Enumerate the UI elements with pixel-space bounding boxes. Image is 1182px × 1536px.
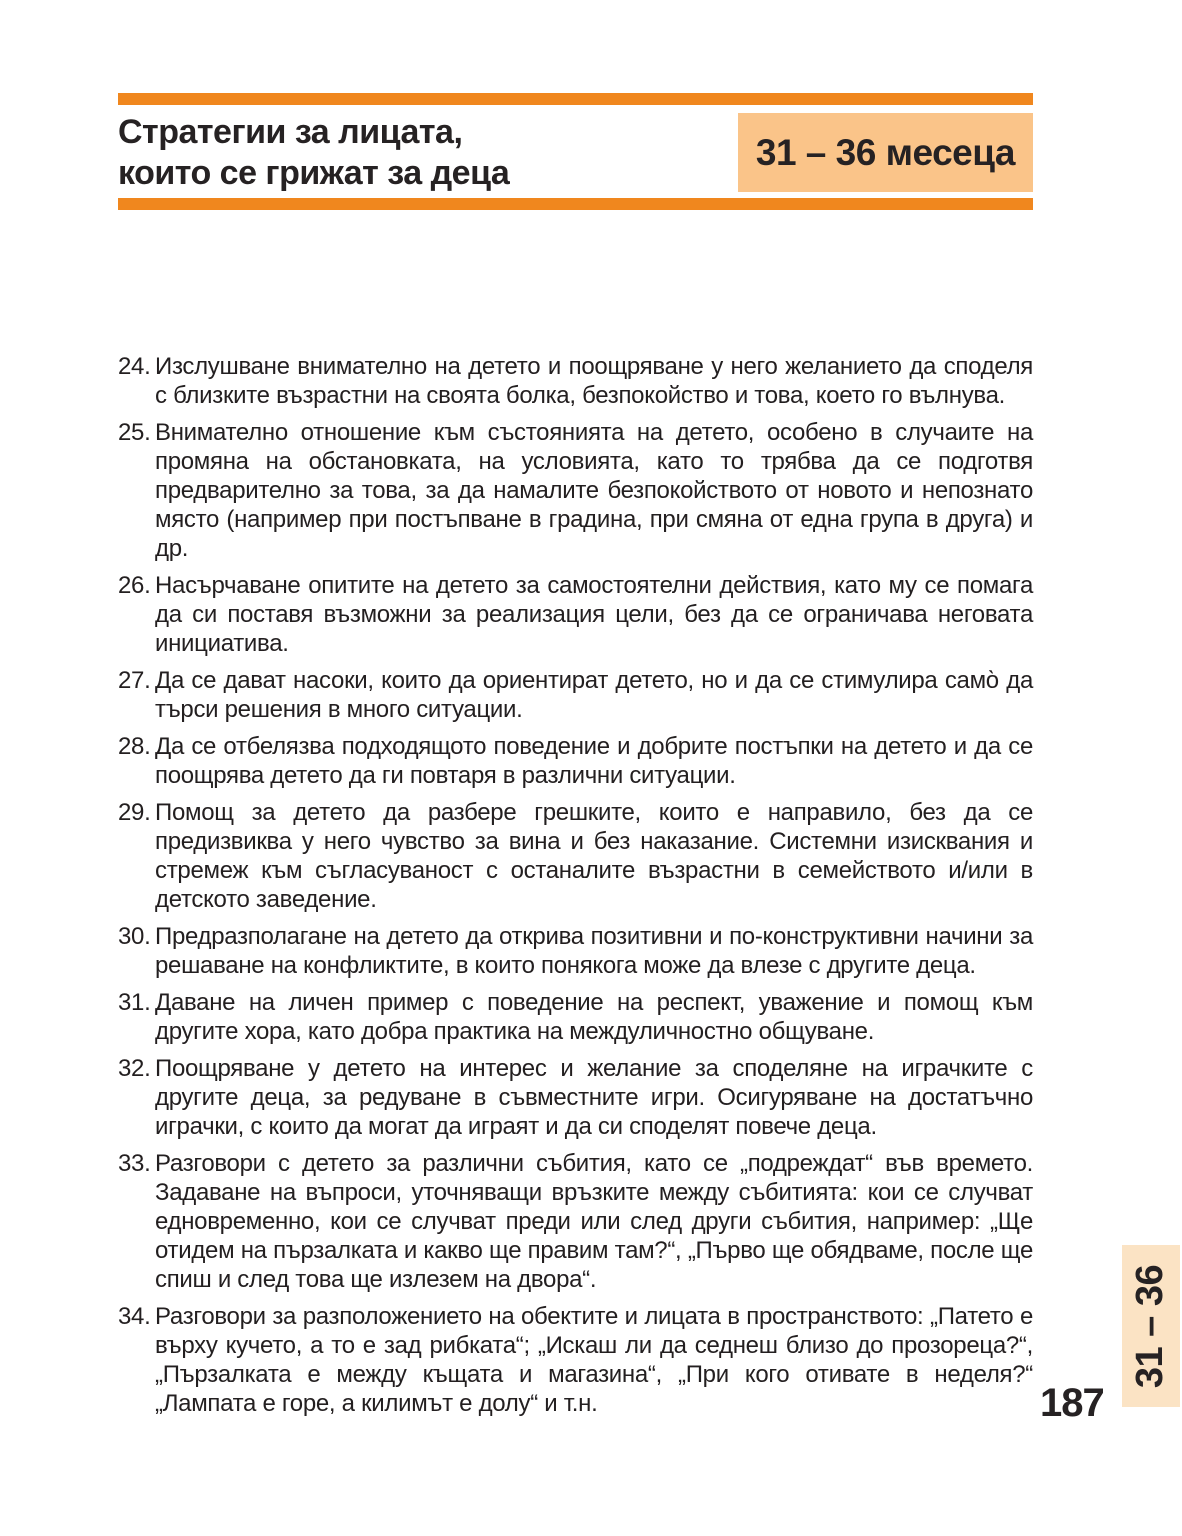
- list-item: [118, 922, 1033, 980]
- age-range-badge: 31 – 36 месеца: [738, 113, 1033, 192]
- side-tab-label: 31 – 36: [1129, 1264, 1172, 1388]
- item-text: Даване на личен пример с поведение на респект, уважение и помощ към другите хора, като добра практика на междуличностно общуване.: [155, 989, 1033, 1045]
- age-range-side-tab: [1122, 1245, 1180, 1407]
- list-item: [118, 1054, 1033, 1141]
- item-text: Да се отбелязва подходящото поведение и добрите постъпки на детето и да се поощрява детето да ги повтаря в различни ситуации.: [155, 733, 1033, 789]
- item-text: Насърчаване опитите на детето за самостоятелни действия, като му се помага да си поставя възможни за реализация цели, без да се ограничава неговата инициатива.: [155, 572, 1033, 657]
- list-item: [118, 732, 1033, 790]
- list-item: [118, 666, 1033, 724]
- list-item: [118, 988, 1033, 1046]
- item-number: 26.: [118, 572, 151, 599]
- item-text: Разговори за разположението на обектите и лицата в пространството: „Патето е върху кучето, а то е зад рибката“; „Искаш ли да седнеш близо до прозореца?“, „Пързалката е между къщата и магазина“, „При кого отивате в неделя?“ „Лампата е горе, а килимът е долу“ и т.н.: [155, 1303, 1033, 1417]
- item-text: Предразполагане на детето да открива позитивни и по-конструктивни начини за решаване на конфликтите, в които понякога може да влезе с другите деца.: [155, 923, 1033, 979]
- item-number: 30.: [118, 923, 151, 950]
- item-number: 28.: [118, 733, 151, 760]
- item-text: Да се дават насоки, които да ориентират детето, но и да се стимулира само̀ да търси решения в много ситуации.: [155, 667, 1033, 723]
- item-text: Изслушване внимателно на детето и поощряване у него желанието да споделя с близките възрастни на своята болка, безпокойство и това, което го вълнува.: [155, 353, 1033, 409]
- item-number: 24.: [118, 353, 151, 380]
- item-text: Поощряване у детето на интерес и желание за споделяне на играчките с другите деца, за редуване в съвместните игри. Осигуряване на достатъчно играчки, с които да могат да играят и да си споделят повече деца.: [155, 1055, 1033, 1140]
- item-text: Помощ за детето да разбере грешките, които е направило, без да се предизвиква у него чувство за вина и без наказание. Системни изисквания и стремеж към съгласуваност с останалите възрастни в семейството и/или в детското заведение.: [155, 799, 1033, 913]
- item-number: 29.: [118, 799, 151, 826]
- item-number: 25.: [118, 419, 151, 446]
- page-title-line1: Стратегии за лицата,: [118, 112, 463, 151]
- list-item: [118, 571, 1033, 658]
- page-number: 187: [1040, 1381, 1104, 1425]
- item-number: 33.: [118, 1150, 151, 1177]
- item-text: Внимателно отношение към състоянията на детето, особено в случаите на промяна на обстановката, на условията, като то трябва да се подготвя предварително за това, за да намалите безпокойството от новото и непознато място (например при постъпване в градина, при смяна от една група в друга) и др.: [155, 419, 1033, 562]
- item-text: Разговори с детето за различни събития, като се „подреждат“ във времето. Задаване на въпроси, уточняващи връзките между събитията: кои се случват едновременно, кои се случват преди или след други събития, например: „Ще отидем на пързалката и какво ще правим там?“, „Първо ще обядваме, после ще спиш и след това ще излезем на двора“.: [155, 1150, 1033, 1293]
- list-item: [118, 352, 1033, 410]
- page-title-line2: които се грижат за деца: [118, 153, 510, 192]
- page-title: [118, 112, 509, 194]
- strategy-list: [118, 352, 1033, 1426]
- list-item: [118, 418, 1033, 563]
- list-item: [118, 798, 1033, 914]
- list-item: [118, 1302, 1033, 1418]
- top-orange-rule: [118, 93, 1033, 105]
- item-number: 31.: [118, 989, 151, 1016]
- item-number: 34.: [118, 1303, 151, 1330]
- page-header: [118, 93, 1033, 210]
- bottom-orange-rule: [118, 198, 1033, 210]
- item-number: 32.: [118, 1055, 151, 1082]
- header-row: [118, 113, 1033, 192]
- list-item: [118, 1149, 1033, 1294]
- item-number: 27.: [118, 667, 151, 694]
